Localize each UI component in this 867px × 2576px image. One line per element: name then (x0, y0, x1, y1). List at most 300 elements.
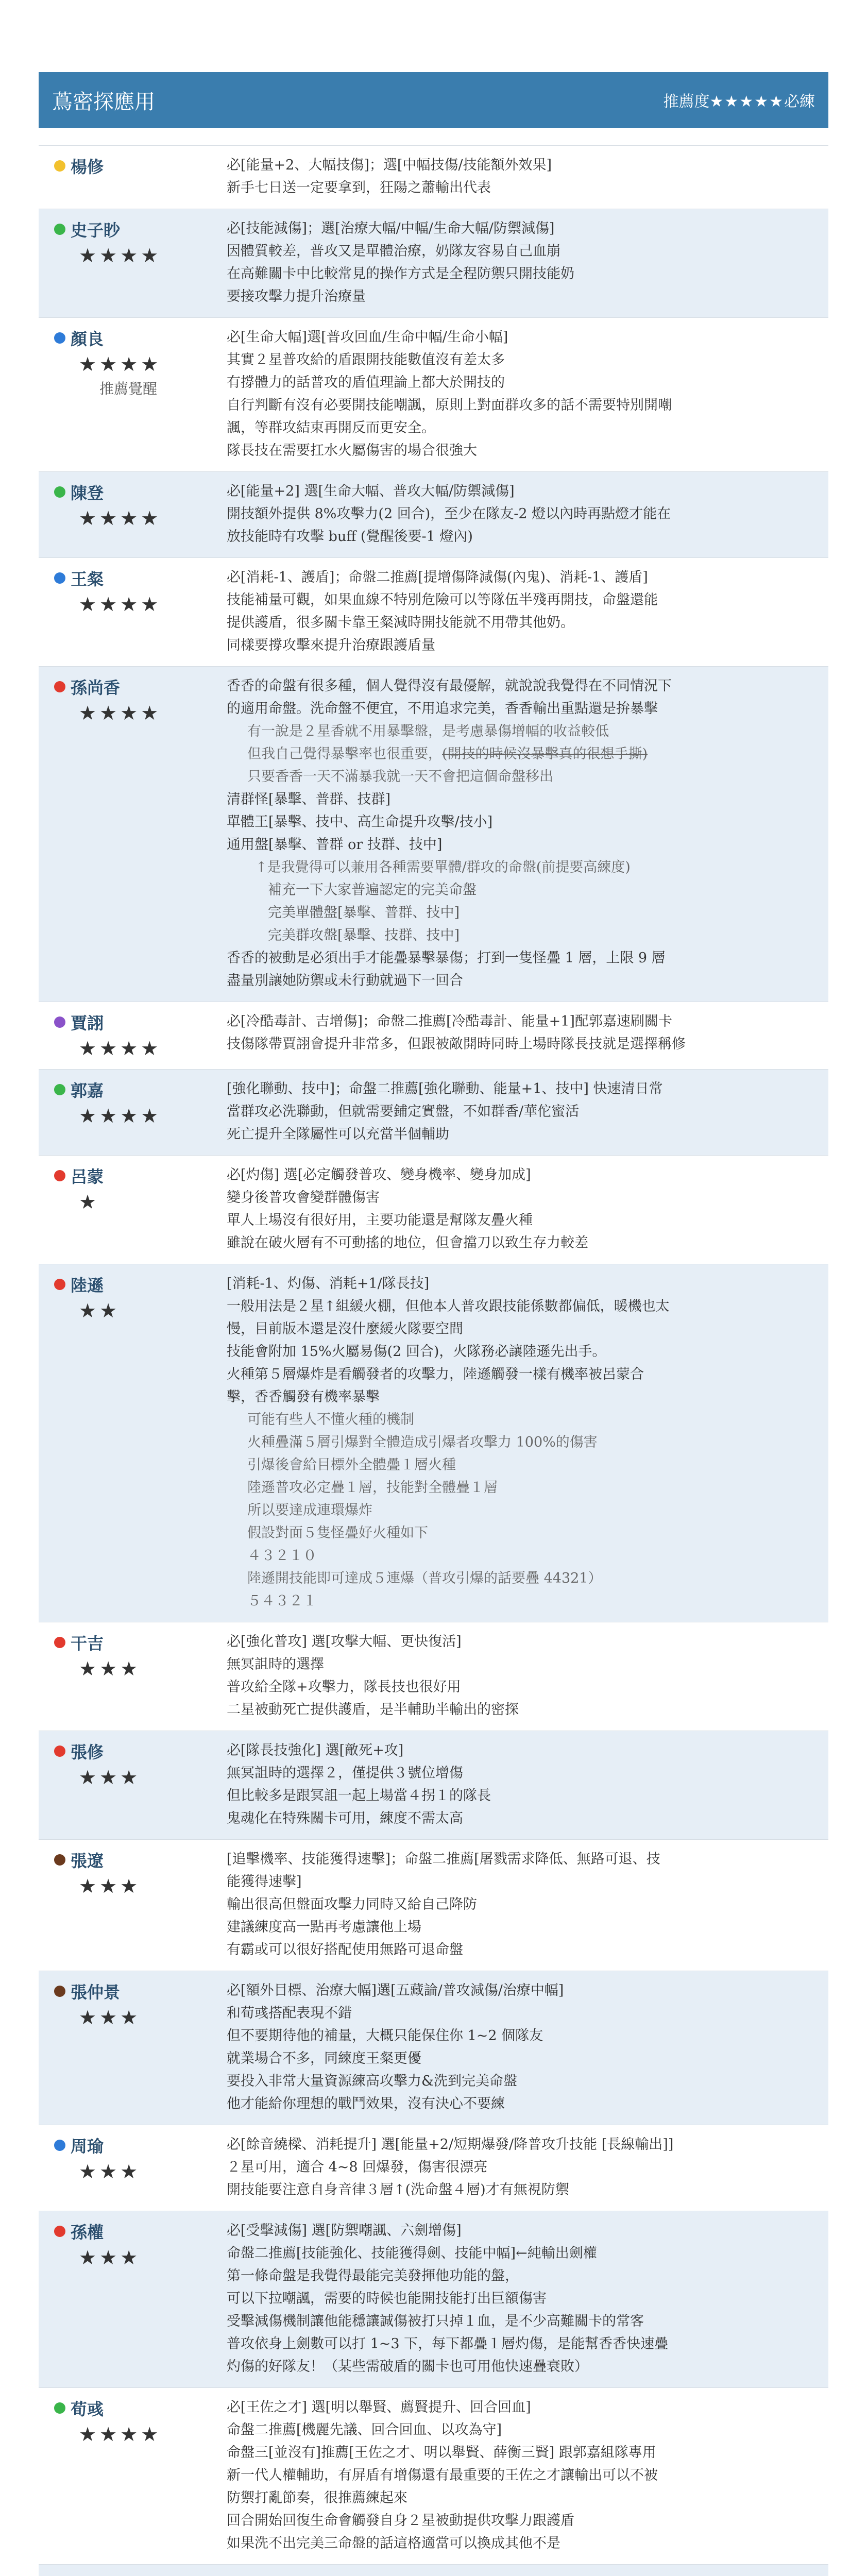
description-line (227, 1979, 816, 2002)
description-text: 可以下拉嘲諷，需要的時候也能開技能打出巨額傷害 (227, 2290, 547, 2307)
description-line (227, 2179, 816, 2201)
description-line (227, 1499, 816, 1522)
character-description (227, 1078, 828, 1146)
description-line (227, 720, 816, 743)
description-line (227, 856, 816, 879)
description-line (227, 788, 816, 811)
rating-stars: ★★★★ (79, 507, 162, 530)
character-name: 郭嘉 (71, 1080, 104, 1100)
description-text: 無冥詛時的選擇２，僅提供３號位增傷 (227, 1765, 463, 1781)
description-text: 引爆後會給目標外全體疊１層火種 (247, 1456, 456, 1473)
description-line (227, 1916, 816, 1939)
description-text: 必[餘音繞樑、消耗提升] 選[能量+2/短期爆發/降普攻升技能 [長線輸出]] (227, 2136, 674, 2153)
description-text: 新手七日送一定要拿到，狂陽之蕭輸出代表 (227, 180, 491, 196)
description-line (227, 879, 816, 902)
character-row (39, 666, 828, 1002)
description-line (227, 1785, 816, 1807)
description-line (227, 1341, 816, 1363)
element-dot-icon (54, 572, 65, 584)
description-text: 技傷隊帶賈詡會提升非常多，但跟被敵開時同時上場時隊長技就是選擇稱修 (227, 1036, 686, 1052)
description-text: 死亡提升全隊屬性可以充當半個輔助 (227, 1126, 449, 1142)
description-line (227, 1567, 816, 1590)
description-text: 因體質較差，普攻又是單體治療，奶隊友容易自己血崩 (227, 243, 560, 259)
description-text: [追擊機率、技能獲得速擊]；命盤二推薦[屠戮需求降低、無路可退、技 (227, 1851, 660, 1867)
description-line (227, 902, 816, 924)
rating-stars: ★★★★ (79, 1104, 162, 1127)
description-line (227, 1318, 816, 1341)
description-line (227, 612, 816, 634)
description-line (227, 1807, 816, 1830)
character-meta (39, 566, 227, 657)
description-text: 陸遜開技能即可達成５連爆（普攻引爆的話要疊 44321） (247, 1570, 602, 1586)
character-meta (39, 2396, 227, 2555)
description-text: 一般用法是２星↑組緩火棚，但他本人普攻跟技能係數都偏低，暖機也太 (227, 1298, 670, 1314)
description-line (227, 947, 816, 970)
character-description (227, 566, 828, 657)
description-line (227, 1209, 816, 1232)
description-line (227, 1187, 816, 1209)
description-line (227, 1893, 816, 1916)
description-text: 必[生命大幅]選[普攻回血/生命中幅/生命小幅] (227, 329, 508, 345)
description-line (227, 177, 816, 199)
description-text: 有撐體力的話普攻的盾值理論上都大於開技的 (227, 375, 505, 391)
description-line (227, 2333, 816, 2355)
description-text: 命盤二推薦[機麗先議、回合回血、以攻為守] (227, 2421, 502, 2438)
star-icon-row: ★★★★★ (709, 93, 784, 111)
character-note: 推薦覺醒 (99, 380, 158, 397)
description-text: 必[額外目標、治療大幅]選[五藏論/普攻減傷/治療中幅] (227, 1982, 564, 1998)
description-text: 技能會附加 15%火屬易傷(2 回合)，火隊務必讓陸遜先出手。 (227, 1343, 606, 1360)
description-line (227, 2070, 816, 2093)
rating-stars: ★★★ (79, 1766, 141, 1789)
description-line (227, 698, 816, 720)
character-description (227, 1979, 828, 2115)
description-text: 他才能給你理想的戰鬥效果，沒有決心不要練 (227, 2095, 505, 2112)
element-dot-icon (54, 1170, 65, 1181)
description-text: 有一說是２星香就不用暴擊盤，是考慮暴傷增幅的收益較低 (247, 723, 609, 739)
description-line (227, 1871, 816, 1893)
description-text: 有霸或可以很好搭配使用無路可退命盤 (227, 1941, 463, 1958)
description-text: 命盤二推薦[技能強化、技能獲得劍、技能中幅]←純輸出劍權 (227, 2245, 597, 2261)
description-line (227, 217, 816, 240)
character-meta (39, 1848, 227, 1961)
description-line (227, 326, 816, 349)
description-line (227, 371, 816, 394)
rating-stars: ★★★★ (79, 593, 162, 616)
description-text: 的適用命盤。洗命盤不便宜，不用追求完美，香香輸出重點還是拚暴擊 (227, 701, 658, 717)
character-row (39, 317, 828, 471)
description-text: 補充一下大家普遍認定的完美命盤 (268, 882, 477, 898)
rating-stars: ★★★ (79, 1657, 141, 1680)
description-text: 命盤三[並沒有]推薦[王佐之才、明以舉賢、薛衡三賢] 跟郭嘉組隊專用 (227, 2444, 656, 2461)
description-text: 假設對面５隻怪疊好火種如下 (247, 1524, 428, 1541)
description-text: 提供護盾，很多關卡靠王粲減時開技能就不用帶其他奶。 (227, 615, 574, 631)
element-dot-icon (54, 332, 65, 344)
description-line (227, 834, 816, 856)
character-row (39, 2125, 828, 2211)
description-text: 必[王佐之才] 選[明以舉賢、薦賢提升、回合回血] (227, 2399, 531, 2415)
description-line (227, 1010, 816, 1033)
description-text: 盡量別讓她防禦或未行動就過下一回合 (227, 973, 463, 989)
character-row (39, 2564, 828, 2576)
description-line (227, 1033, 816, 1056)
description-text: 必[技能減傷]；選[治療大幅/中幅/生命大幅/防禦減傷] (227, 221, 555, 236)
description-line (227, 1431, 816, 1454)
description-line (227, 589, 816, 612)
description-line (227, 1164, 816, 1187)
description-line (227, 1454, 816, 1477)
description-line (227, 2047, 816, 2070)
description-text: 但我自己覺得暴擊率也很重要， (247, 746, 442, 762)
description-text: 香香的被動是必須出手才能疊暴擊暴傷；打到一隻怪疊 1 層，上限 9 層 (227, 950, 666, 966)
description-text: 回合開始回復生命會觸發自身２星被動提供攻擊力跟護盾 (227, 2512, 574, 2529)
description-text: 建議練度高一點再考慮讓他上場 (227, 1919, 421, 1935)
character-name: 孫尚香 (71, 678, 121, 698)
character-name: 周瑜 (71, 2136, 104, 2156)
character-description (227, 2133, 828, 2201)
character-row (39, 1155, 828, 1264)
description-line (227, 349, 816, 371)
description-text: 二星被動死亡提供護盾，是半輔助半輸出的密探 (227, 1701, 519, 1718)
description-text: 可能有些人不懂火種的機制 (247, 1411, 414, 1428)
character-name: 史子眇 (71, 221, 121, 240)
rating-stars: ★★★★ (79, 1037, 162, 1060)
description-text: 完美群攻盤[暴擊、技群、技中] (268, 927, 460, 943)
description-text: 防禦打亂節奏，很推薦練起來 (227, 2489, 407, 2506)
description-text: 擊，香香觸發有機率暴擊 (227, 1388, 380, 1405)
description-text: 放技能時有攻擊 buff (覺醒後要-1 燈內) (227, 529, 473, 545)
character-description (227, 154, 828, 199)
description-line (227, 1653, 816, 1676)
element-dot-icon (54, 1854, 65, 1866)
character-description (227, 1848, 828, 1961)
description-text: 其實２星普攻給的盾跟開技能數值沒有差太多 (227, 352, 505, 368)
description-text: 普攻依身上劍數可以打 1~3 下，每下都疊１層灼傷，是能幫香香快速疊 (227, 2335, 669, 2352)
description-line (227, 1939, 816, 1961)
description-line (227, 566, 816, 589)
character-description (227, 1631, 828, 1721)
description-text: 灼傷的好隊友！（某些需破盾的關卡也可用他快速疊衰敗） (227, 2358, 588, 2375)
description-text: 雖說在破火層有不可動搖的地位，但會擋刀以致生存力較差 (227, 1234, 588, 1251)
element-dot-icon (54, 160, 65, 172)
description-line (227, 1078, 816, 1100)
description-line (227, 1848, 816, 1871)
description-text: 通用盤[暴擊、普群 or 技群、技中] (227, 837, 443, 853)
character-meta (39, 1078, 227, 1146)
description-text: 必[能量+2、大幅技傷]；選[中幅技傷/技能額外效果] (227, 157, 552, 173)
description-text: 無冥詛時的選擇 (227, 1656, 324, 1672)
description-line (227, 2265, 816, 2287)
struck-text: (開技的時候沒暴擊真的很想手撕) (442, 746, 648, 762)
character-name: 張修 (71, 1742, 104, 1762)
character-name: 呂蒙 (71, 1166, 104, 1187)
description-text: 慢，目前版本還是沒什麼緩火隊要空間 (227, 1320, 463, 1337)
character-row (39, 1839, 828, 1971)
character-row (39, 2211, 828, 2387)
description-text: 開技額外提供 8%攻擊力(2 回合)，至少在隊友-2 燈以內時再點燈才能在 (227, 506, 671, 522)
description-line (227, 924, 816, 947)
description-text: 要投入非常大量資源練高攻擊力&洗到完美命盤 (227, 2073, 518, 2089)
character-list (39, 145, 828, 2576)
description-text: [強化聯動、技中]；命盤二推薦[強化聯動、能量+1、技中] 快速清日常 (227, 1080, 663, 1097)
character-meta (39, 1631, 227, 1721)
character-meta (39, 326, 227, 462)
element-dot-icon (54, 2140, 65, 2151)
description-text: 變身後普攻會變群體傷害 (227, 1189, 380, 1206)
description-text: 完美單體盤[暴擊、普群、技中] (268, 905, 460, 921)
character-row (39, 1264, 828, 1622)
sheet-title: 蔦密探應用 (52, 90, 155, 114)
description-line (227, 417, 816, 439)
description-line (227, 1699, 816, 1721)
element-dot-icon (54, 2226, 65, 2237)
character-name: 荀彧 (71, 2399, 104, 2419)
character-description (227, 217, 828, 308)
description-line (227, 480, 816, 503)
description-line (227, 1477, 816, 1499)
element-dot-icon (54, 486, 65, 498)
description-line (227, 240, 816, 263)
description-text: 清群怪[暴擊、普群、技群] (227, 791, 391, 807)
character-row (39, 1002, 828, 1069)
description-text: ５４３２１ (247, 1592, 317, 1609)
description-line (227, 2310, 816, 2333)
character-row (39, 1069, 828, 1155)
description-text: 必[受擊減傷] 選[防禦嘲諷、六劍增傷] (227, 2222, 462, 2239)
description-line (227, 1232, 816, 1255)
rating-stars: ★★★ (79, 2246, 141, 2269)
description-text: 但不要期待他的補量，大概只能保住你 1~2 個隊友 (227, 2027, 543, 2044)
description-text: 但比較多是跟冥詛一起上場當４拐１的隊長 (227, 1787, 491, 1804)
description-text: 必[冷酷毒計、吉增傷]；命盤二推薦[冷酷毒計、能量+1]配郭嘉速刷關卡 (227, 1013, 672, 1029)
character-description (227, 2396, 828, 2555)
description-line (227, 1739, 816, 1762)
description-text: 如果洗不出完美三命盤的話這格適當可以換成其他不是 (227, 2535, 560, 2551)
description-line (227, 263, 816, 285)
character-description (227, 326, 828, 462)
description-text: 受擊減傷機制讓他能穩讓誠傷被打只掉１血，是不少高難關卡的常客 (227, 2313, 644, 2329)
element-dot-icon (54, 1745, 65, 1757)
character-row (39, 471, 828, 557)
description-line (227, 1676, 816, 1699)
description-text: 要接攻擊力提升治療量 (227, 289, 366, 304)
description-text: 必[隊長技強化] 選[敵死+攻] (227, 1742, 404, 1758)
description-text: 普攻給全隊+攻擊力，隊長技也很好用 (227, 1679, 461, 1695)
character-name: 張遼 (71, 1851, 104, 1871)
description-line (227, 2442, 816, 2464)
description-line (227, 2419, 816, 2442)
character-name: 賈詡 (71, 1013, 104, 1033)
recommendation-suffix: 必練 (784, 93, 815, 111)
character-description (227, 1739, 828, 1830)
rating-stars: ★★★★ (79, 702, 162, 724)
description-text: 在高難關卡中比較常見的操作方式是全程防禦只開技能奶 (227, 266, 574, 282)
description-line (227, 2242, 816, 2265)
description-line (227, 1273, 816, 1295)
element-dot-icon (54, 1016, 65, 1028)
description-line (227, 2156, 816, 2179)
character-name: 孫權 (71, 2222, 104, 2242)
character-meta (39, 1273, 227, 1613)
description-text: 單體王[暴擊、技中、高生命提升攻擊/技小] (227, 814, 493, 830)
description-text: 必[強化普攻] 選[攻擊大幅、更快復活] (227, 1633, 462, 1650)
description-line (227, 1762, 816, 1785)
character-name: 顏良 (71, 329, 104, 349)
element-dot-icon (54, 1986, 65, 1997)
description-text: ↑是我覺得可以兼用各種需要單體/群攻的命盤(前提要高練度) (256, 859, 631, 875)
description-line (227, 2219, 816, 2242)
description-text: ４３２１０ (247, 1547, 317, 1564)
description-line (227, 154, 816, 177)
description-line (227, 2133, 816, 2156)
character-row (39, 1971, 828, 2125)
description-line (227, 1363, 816, 1386)
recommendation-legend (664, 89, 815, 111)
character-description (227, 2219, 828, 2378)
description-text: 技能補量可觀，如果血線不特別危險可以等隊伍半殘再開技，命盤還能 (227, 592, 658, 608)
character-row (39, 1622, 828, 1731)
description-line (227, 1590, 816, 1613)
character-name: 陳登 (71, 483, 104, 503)
description-line (227, 634, 816, 657)
element-dot-icon (54, 1084, 65, 1095)
description-text: 就業場合不多，同練度王粲更優 (227, 2050, 421, 2066)
description-line (227, 675, 816, 698)
description-line (227, 285, 816, 308)
description-text: 第一條命盤是我覺得最能完美發揮他功能的盤， (227, 2267, 519, 2284)
description-line (227, 1295, 816, 1318)
description-line (227, 1409, 816, 1431)
description-line (227, 970, 816, 992)
character-name: 楊修 (71, 157, 104, 177)
description-text: 諷，等群攻結束再開反而更安全。 (227, 420, 435, 436)
character-row (39, 209, 828, 317)
description-text: 香香的命盤有很多種，個人覺得沒有最優解，就說說我覺得在不同情況下 (227, 678, 672, 694)
description-line (227, 1522, 816, 1545)
rating-stars: ★★★ (79, 1874, 141, 1897)
description-text: 隊長技在需要扛水火屬傷害的場合很強大 (227, 443, 477, 459)
character-meta (39, 675, 227, 992)
description-text: 單人上場沒有很好用，主要功能還是幫隊友疊火種 (227, 1212, 533, 1228)
description-line (227, 503, 816, 526)
description-text: 只要香香一天不滿暴我就一天不會把這個命盤移出 (247, 769, 553, 785)
description-text: 同樣要撐攻擊來提升治療跟護盾量 (227, 637, 435, 653)
description-line (227, 2002, 816, 2025)
character-description (227, 480, 828, 548)
rating-stars: ★★ (79, 1299, 121, 1322)
description-line (227, 2396, 816, 2419)
description-line (227, 1631, 816, 1653)
description-text: 能獲得速擊] (227, 1873, 302, 1890)
recommendation-label: 推薦度 (663, 93, 710, 111)
character-description (227, 1010, 828, 1060)
element-dot-icon (54, 224, 65, 235)
description-line (227, 811, 816, 834)
description-line (227, 1545, 816, 1567)
description-line (227, 743, 816, 766)
character-name: 張仲景 (71, 1982, 121, 2002)
rating-stars: ★★★★ (79, 244, 162, 267)
description-line (227, 2464, 816, 2487)
rating-stars: ★★★★ (79, 2422, 162, 2446)
description-line (227, 526, 816, 548)
character-description (227, 2573, 828, 2576)
description-text: 開技能要注意自身音律３層↑(洗命盤４層)才有無視防禦 (227, 2181, 569, 2198)
character-row (39, 145, 828, 209)
description-text: 和荀彧搭配表現不錯 (227, 2005, 352, 2021)
rating-stars: ★★★★ (79, 353, 162, 376)
description-text: 所以要達成連環爆炸 (247, 1502, 372, 1518)
description-line (227, 2025, 816, 2047)
description-line (227, 1100, 816, 1123)
description-line (227, 1123, 816, 1146)
description-text: 輸出很高但盤面攻擊力同時又給自己降防 (227, 1896, 477, 1912)
description-line (227, 2093, 816, 2115)
description-line (227, 2510, 816, 2532)
strategy-sheet (39, 0, 828, 2576)
character-name: 干吉 (71, 1633, 104, 1653)
rating-stars: ★★★ (79, 2006, 141, 2029)
description-line (227, 2487, 816, 2510)
description-text: 火種第５層爆炸是看觸發者的攻擊力，陸遜觸發一樣有機率被呂蒙合 (227, 1366, 644, 1382)
character-description (227, 1164, 828, 1255)
character-meta (39, 2573, 227, 2576)
character-meta (39, 1164, 227, 1255)
element-dot-icon (54, 681, 65, 692)
character-description (227, 1273, 828, 1613)
character-meta (39, 154, 227, 199)
description-line (227, 1386, 816, 1409)
description-line (227, 2287, 816, 2310)
element-dot-icon (54, 2402, 65, 2414)
character-meta (39, 1739, 227, 1830)
character-name: 陸遜 (71, 1275, 104, 1295)
element-dot-icon (54, 1279, 65, 1290)
rating-stars: ★★★ (79, 2160, 141, 2183)
description-text: 必[能量+2] 選[生命大幅、普攻大幅/防禦減傷] (227, 483, 515, 499)
rating-stars: ★ (79, 1190, 100, 1213)
description-line (227, 394, 816, 417)
description-text: [消耗-1、灼傷、消耗+1/隊長技] (227, 1275, 430, 1292)
description-text: 自行判斷有沒有必要開技能嘲諷，原則上對面群攻多的話不需要特別開嘲 (227, 397, 672, 413)
character-meta (39, 480, 227, 548)
description-line (227, 439, 816, 462)
description-text: 新一代人權輔助，有屏盾有增傷還有最重要的王佐之才讓輸出可以不被 (227, 2467, 658, 2483)
character-row (39, 557, 828, 666)
character-meta (39, 1010, 227, 1060)
character-meta (39, 2219, 227, 2378)
sheet-header (39, 72, 828, 128)
character-description (227, 675, 828, 992)
description-text: 必[消耗-1、護盾]；命盤二推薦[提增傷降減傷(內鬼)、消耗-1、護盾] (227, 569, 648, 585)
description-text: 陸遜普攻必定疊１層，技能對全體疊１層 (247, 1479, 498, 1496)
description-line (227, 766, 816, 788)
description-text: 必[灼傷] 選[必定觸發普攻、變身機率、變身加成] (227, 1166, 531, 1183)
character-name (71, 2573, 104, 2576)
character-name: 王粲 (71, 569, 104, 589)
element-dot-icon (54, 1637, 65, 1648)
character-meta (39, 2133, 227, 2201)
description-line (227, 2532, 816, 2555)
character-meta (39, 1979, 227, 2115)
description-line (227, 2573, 816, 2576)
description-text: ２星可用，適合 4~8 回爆發，傷害很漂亮 (227, 2159, 488, 2175)
description-line (227, 2355, 816, 2378)
description-text: 當群攻必洗聯動，但就需要鋪定實盤，不如群香/華佗蜜活 (227, 1103, 580, 1120)
character-row (39, 2387, 828, 2564)
description-text: 鬼魂化在特殊關卡可用，練度不需太高 (227, 1810, 463, 1826)
character-row (39, 1731, 828, 1839)
